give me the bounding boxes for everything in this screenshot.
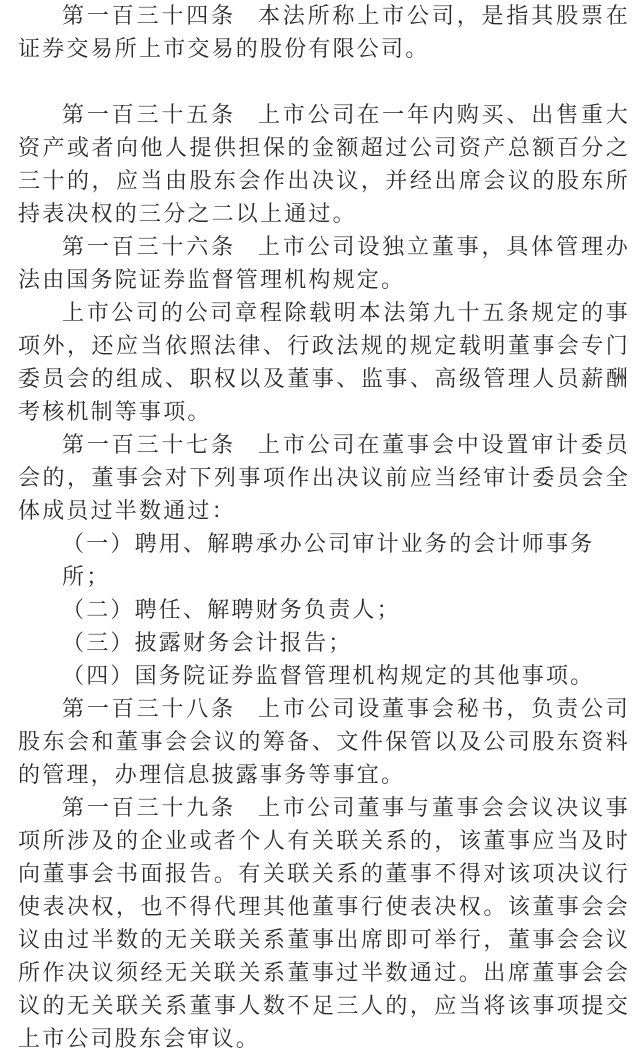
- article-136-paragraph-2: 上市公司的公司章程除载明本法第九十五条规定的事项外，还应当依照法律、行政法规的规定载明董事会专门委员会的组成、职权以及董事、监事、高级管理人员薪酬考核机制等事项。: [18, 301, 630, 425]
- article-number: 第一百三十五条: [62, 103, 236, 128]
- article-139: [18, 792, 630, 1056]
- article-number: 第一百三十七条: [62, 433, 236, 458]
- article-text: 上市公司董事与董事会会议决议事项所涉及的企业或者个人有关联关系的，该董事应当及时向董事会书面报告。有关联关系的董事不得对该项决议行使表决权，也不得代理其他董事行使表决权。该董事会会议由过半数的无关联关系董事出席即可举行，董事会会议所作决议须经无关联关系董事过半数通过。出席董事会会议的无关联关系董事人数不足三人的，应当将该事项提交上市公司股东会审议。: [18, 796, 630, 1052]
- paragraph-gap: [18, 66, 630, 99]
- article-number: 第一百三十九条: [62, 796, 236, 821]
- article-137: [18, 429, 630, 528]
- article-text: 上市公司在董事会中设置审计委员会的，董事会对下列事项作出决议前应当经审计委员会全体成员过半数通过：: [18, 433, 630, 524]
- article-137-item-1: （一）聘用、解聘承办公司审计业务的会计师事务所；: [62, 532, 595, 590]
- document-page: [18, 0, 630, 1056]
- article-137-item-3: （三）披露财务会计报告；: [62, 631, 353, 656]
- article-134: [18, 0, 630, 66]
- article-137-item-2: （二）聘任、解聘财务负责人；: [62, 598, 401, 623]
- article-138: [18, 693, 630, 792]
- article-137-item-4: （四）国务院证券监督管理机构规定的其他事项。: [62, 664, 595, 689]
- article-135: [18, 99, 630, 231]
- article-text: 本法所称上市公司，是指其股票在证券交易所上市交易的股份有限公司。: [18, 4, 630, 62]
- article-text: 上市公司设董事会秘书，负责公司股东会和董事会会议的筹备、文件保管以及公司股东资料的管理，办理信息披露事务等事宜。: [18, 697, 630, 788]
- article-number: 第一百三十四条: [62, 4, 236, 29]
- article-text: 上市公司设独立董事，具体管理办法由国务院证券监督管理机构规定。: [18, 235, 630, 293]
- article-text: 上市公司在一年内购买、出售重大资产或者向他人提供担保的金额超过公司资产总额百分之三十的，应当由股东会作出决议，并经出席会议的股东所持表决权的三分之二以上通过。: [18, 103, 630, 227]
- article-number: 第一百三十六条: [62, 235, 236, 260]
- article-136: [18, 231, 630, 297]
- article-number: 第一百三十八条: [62, 697, 236, 722]
